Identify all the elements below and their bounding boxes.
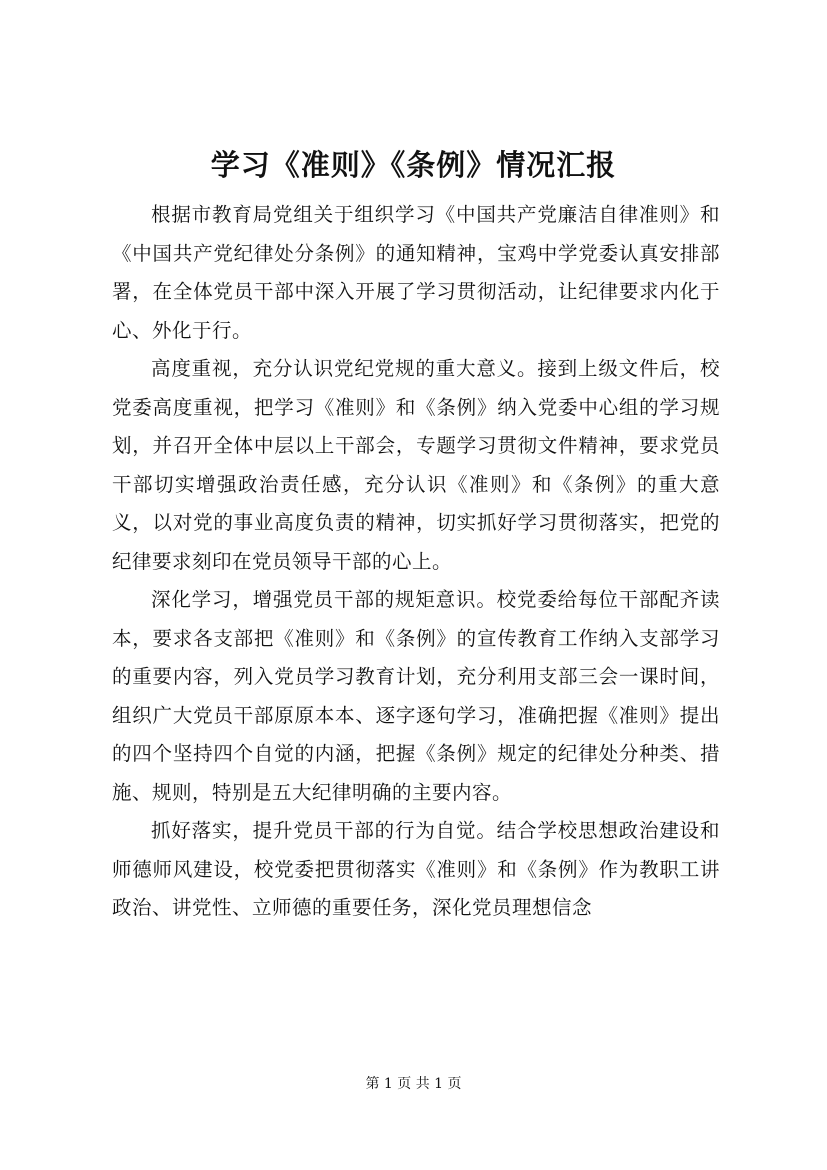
- page-number-footer: 第 1 页 共 1 页: [365, 1076, 462, 1092]
- document-body: [112, 196, 720, 928]
- document-title: 学习《准则》《条例》情况汇报: [210, 148, 617, 182]
- paragraph-implementation: 抓好落实，提升党员干部的行为自觉。结合学校思想政治建设和师德师风建设，校党委把贯彻落实《准则》和《条例》作为教职工讲政治、讲党性、立师德的重要任务，深化党员理想信念: [112, 819, 720, 919]
- paragraph-intro: 根据市教育局党组关于组织学习《中国共产党廉洁自律准则》和《中国共产党纪律处分条例》的通知精神，宝鸡中学党委认真安排部署，在全体党员干部中深入开展了学习贯彻活动，让纪律要求内化于心、外化于行。: [112, 203, 720, 342]
- paragraph-deepen-study: 深化学习，增强党员干部的规矩意识。校党委给每位干部配齐读本，要求各支部把《准则》和《条例》的宣传教育工作纳入支部学习的重要内容，列入党员学习教育计划，充分利用支部三会一课时间，组织广大党员干部原原本本、逐字逐句学习，准确把握《准则》提出的四个坚持四个自觉的内涵，把握《条例》规定的纪律处分种类、措施、规则，特别是五大纪律明确的主要内容。: [112, 588, 720, 804]
- paragraph-importance: 高度重视，充分认识党纪党规的重大意义。接到上级文件后，校党委高度重视，把学习《准则》和《条例》纳入党委中心组的学习规划，并召开全体中层以上干部会，专题学习贯彻文件精神，要求党员干部切实增强政治责任感，充分认识《准则》和《条例》的重大意义，以对党的事业高度负责的精神，切实抓好学习贯彻落实，把党的纪律要求刻印在党员领导干部的心上。: [112, 357, 720, 573]
